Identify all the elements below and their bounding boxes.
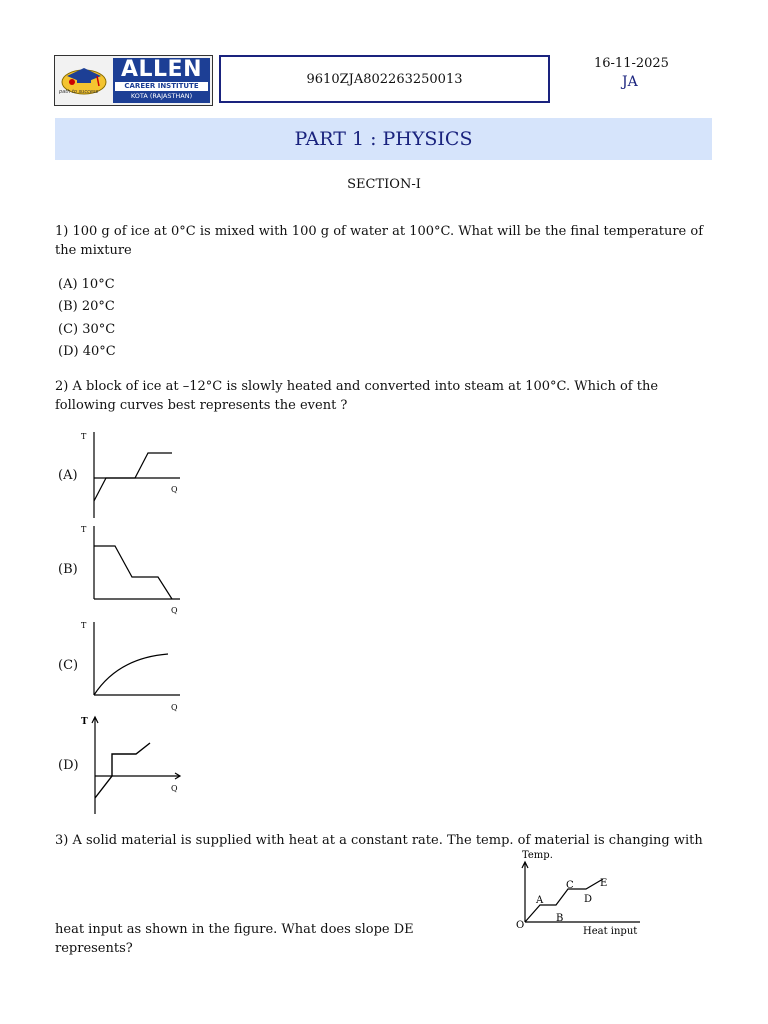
figure-point-a: A — [536, 895, 544, 906]
graph-d-x-label: Q — [171, 784, 178, 793]
allen-logo — [54, 55, 213, 106]
question-1-option-d[interactable]: (D) 40°C — [58, 344, 116, 359]
question-2-graph-d — [78, 712, 188, 818]
question-2-option-a[interactable]: (A) — [58, 468, 78, 483]
graph-b-x-label: Q — [171, 606, 178, 615]
figure-point-d: D — [584, 894, 593, 905]
logo-brand-name: ALLEN — [120, 57, 202, 82]
paper-code: 9610ZJA802263250013 — [306, 71, 463, 87]
part-title-banner — [55, 118, 712, 160]
paper-code-box — [219, 55, 550, 103]
logo-brand-block — [113, 58, 210, 103]
graph-d-y-label: T — [81, 717, 88, 727]
question-1-option-b[interactable]: (B) 20°C — [58, 299, 115, 314]
exam-date: 16-11-2025 — [594, 56, 669, 71]
figure-x-label: Heat input — [583, 926, 638, 937]
graduation-cap-icon — [57, 58, 111, 103]
graph-a-x-label: Q — [171, 485, 178, 494]
question-2-option-d[interactable]: (D) — [58, 758, 79, 773]
graph-c-y-label: T — [81, 621, 87, 630]
question-2-option-b[interactable]: (B) — [58, 562, 78, 577]
question-2-option-c[interactable]: (C) — [58, 658, 79, 673]
figure-y-label: Temp. — [522, 850, 553, 861]
question-2-graph-c — [78, 618, 188, 714]
question-3-figure — [490, 846, 648, 938]
question-3-text-line2: heat input as shown in the figure. What does slope DE represents? — [55, 922, 414, 956]
logo-subtitle: CAREER INSTITUTE — [115, 82, 208, 91]
figure-point-c: C — [566, 880, 574, 891]
graph-b-y-label: T — [81, 525, 87, 534]
part-title: PART 1 : PHYSICS — [294, 128, 473, 150]
question-2-graph-b — [78, 522, 188, 616]
figure-point-b: B — [556, 913, 564, 924]
logo-tagline: path to success — [59, 89, 99, 95]
question-3-text-line1: 3) A solid material is supplied with heat at a constant rate. The temp. of material is changing with — [55, 833, 703, 848]
logo-location: KOTA (RAJASTHAN) — [130, 92, 193, 100]
question-2-graph-a — [78, 428, 188, 520]
question-1-option-c[interactable]: (C) 30°C — [58, 322, 116, 337]
question-1-option-a[interactable]: (A) 10°C — [58, 277, 115, 292]
graph-c-x-label: Q — [171, 703, 178, 712]
question-1-text: 1) 100 g of ice at 0°C is mixed with 100 g of water at 100°C. What will be the final temperature of the mixture — [55, 224, 704, 258]
question-2-text: 2) A block of ice at –12°C is slowly heated and converted into steam at 100°C. Which of the following curves best represents the event ? — [55, 379, 659, 413]
section-title: SECTION-I — [347, 177, 421, 192]
figure-origin-label: O — [516, 920, 525, 931]
graph-a-y-label: T — [81, 432, 87, 441]
figure-point-e: E — [600, 878, 608, 889]
paper-tag: JA — [622, 74, 638, 90]
